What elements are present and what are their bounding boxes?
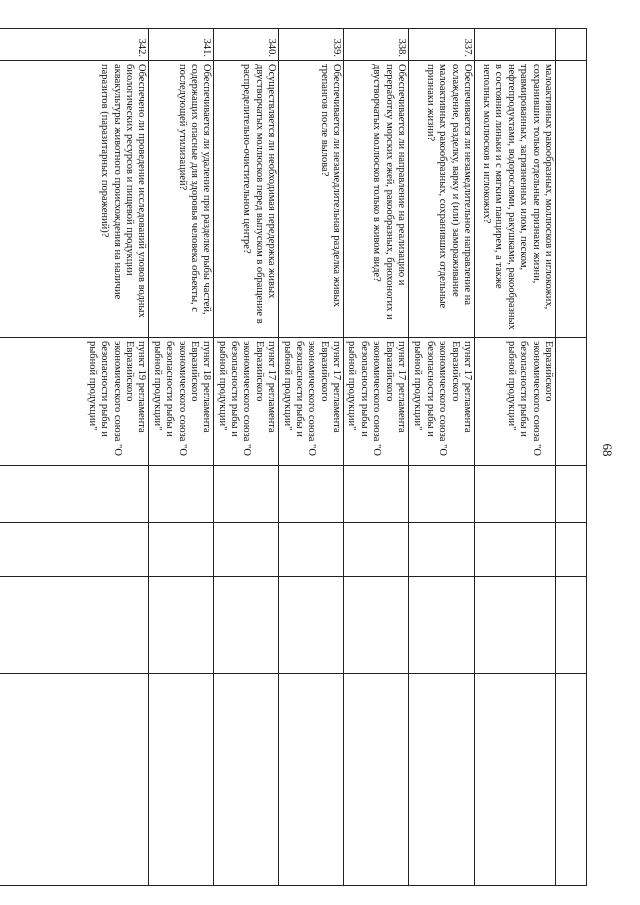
- table-row: [409, 29, 475, 886]
- question-text: Обеспечивается ли незамедлительная разделка живых трепангов после вылова?: [279, 61, 344, 338]
- answer-cell: [279, 577, 344, 674]
- question-text: Осуществляется ли необходимая передержка живых двустворчатых моллюсков перед выпуском в обращение в распределительно-очистительном центре?: [214, 61, 279, 338]
- answer-cell: [409, 577, 475, 674]
- question-text: Обеспечивается ли незамедлительное направление на охлаждение, разделку, варку и (или) замораживание малоактивных ракообразных, сохранивших отдельные признаки жизни?: [409, 61, 475, 338]
- answer-cell: [279, 523, 344, 577]
- answer-cell: [149, 523, 214, 577]
- answer-cell: [344, 466, 409, 523]
- note-cell: [279, 674, 344, 886]
- answer-cell: [214, 466, 279, 523]
- reference-text: пункт 17 регламента Евразийского экономического союза "О безопасности рыбы и рыбной продукции": [214, 338, 279, 466]
- table-row: [344, 29, 409, 886]
- reference-text: пункт 19 регламента Евразийского экономического союза "О безопасности рыбы и рыбной продукции": [0, 338, 149, 466]
- note-cell: [344, 674, 409, 886]
- answer-cell: [556, 466, 587, 523]
- answer-cell: [0, 577, 149, 674]
- question-text: Обеспечено ли проведение исследований уловов водных биологических ресурсов и пищевой продукции аквакультуры животного происхождения на наличие паразитов (паразитарных поражений)?: [0, 61, 149, 338]
- row-number: 338.: [344, 29, 409, 61]
- answer-cell: [556, 523, 587, 577]
- answer-cell: [0, 466, 149, 523]
- table-row: [475, 29, 556, 886]
- answer-cell: [409, 523, 475, 577]
- answer-cell: [214, 577, 279, 674]
- row-number: 341.: [149, 29, 214, 61]
- answer-cell: [475, 523, 556, 577]
- question-text: малоактивных ракообразных, моллюсков и иглокожих, сохранивших только отдельные признаки жизни, травмированных, загрязненных илом, песком, нефтепродуктами, водорослями, ракушками, ракообразных в состоянии линьки и с мягким панцирем, а также неполных моллюсков и иглокожих?: [475, 61, 556, 338]
- answer-cell: [0, 523, 149, 577]
- table-row: [149, 29, 214, 886]
- question-text: Обеспечивается ли удаление при разделке рыбы частей, содержащих опасные для здоровья человека объекты, с последующей утилизацией?: [149, 61, 214, 338]
- question-text: [556, 61, 587, 338]
- note-cell: [149, 674, 214, 886]
- answer-cell: [556, 577, 587, 674]
- note-cell: [409, 674, 475, 886]
- note-cell: [556, 674, 587, 886]
- note-cell: [0, 674, 149, 886]
- row-number: [556, 29, 587, 61]
- table-row: [214, 29, 279, 886]
- table-row: [279, 29, 344, 886]
- row-number: 342.: [0, 29, 149, 61]
- answer-cell: [475, 466, 556, 523]
- row-number: 340.: [214, 29, 279, 61]
- answer-cell: [344, 577, 409, 674]
- reference-text: пункт 18 регламента Евразийского экономического союза "О безопасности рыбы и рыбной продукции": [149, 338, 214, 466]
- row-number: 339.: [279, 29, 344, 61]
- question-text: Обеспечивается ли направление на реализацию и переработку морских ежей, ракообразных, брюхоногих и двустворчатых моллюсков только в живом виде?: [344, 61, 409, 338]
- row-number: [475, 29, 556, 61]
- checklist-table-wrapper: [26, 28, 587, 885]
- answer-cell: [214, 523, 279, 577]
- reference-text: [556, 338, 587, 466]
- table-row: [556, 29, 587, 886]
- checklist-table: [0, 28, 587, 886]
- reference-text: пункт 17 регламента Евразийского экономического союза "О безопасности рыбы и рыбной продукции": [409, 338, 475, 466]
- row-number: 337.: [409, 29, 475, 61]
- answer-cell: [344, 523, 409, 577]
- answer-cell: [279, 466, 344, 523]
- note-cell: [214, 674, 279, 886]
- table-row: [0, 29, 149, 886]
- answer-cell: [409, 466, 475, 523]
- answer-cell: [149, 577, 214, 674]
- page-number: 68: [600, 443, 615, 457]
- reference-text: Евразийского экономического союза "О безопасности рыбы и рыбной продукции": [475, 338, 556, 466]
- note-cell: [475, 674, 556, 886]
- answer-cell: [475, 577, 556, 674]
- answer-cell: [149, 466, 214, 523]
- reference-text: пункт 17 регламента Евразийского экономического союза "О безопасности рыбы и рыбной продукции": [279, 338, 344, 466]
- reference-text: пункт 17 регламента Евразийского экономического союза "О безопасности рыбы и рыбной продукции": [344, 338, 409, 466]
